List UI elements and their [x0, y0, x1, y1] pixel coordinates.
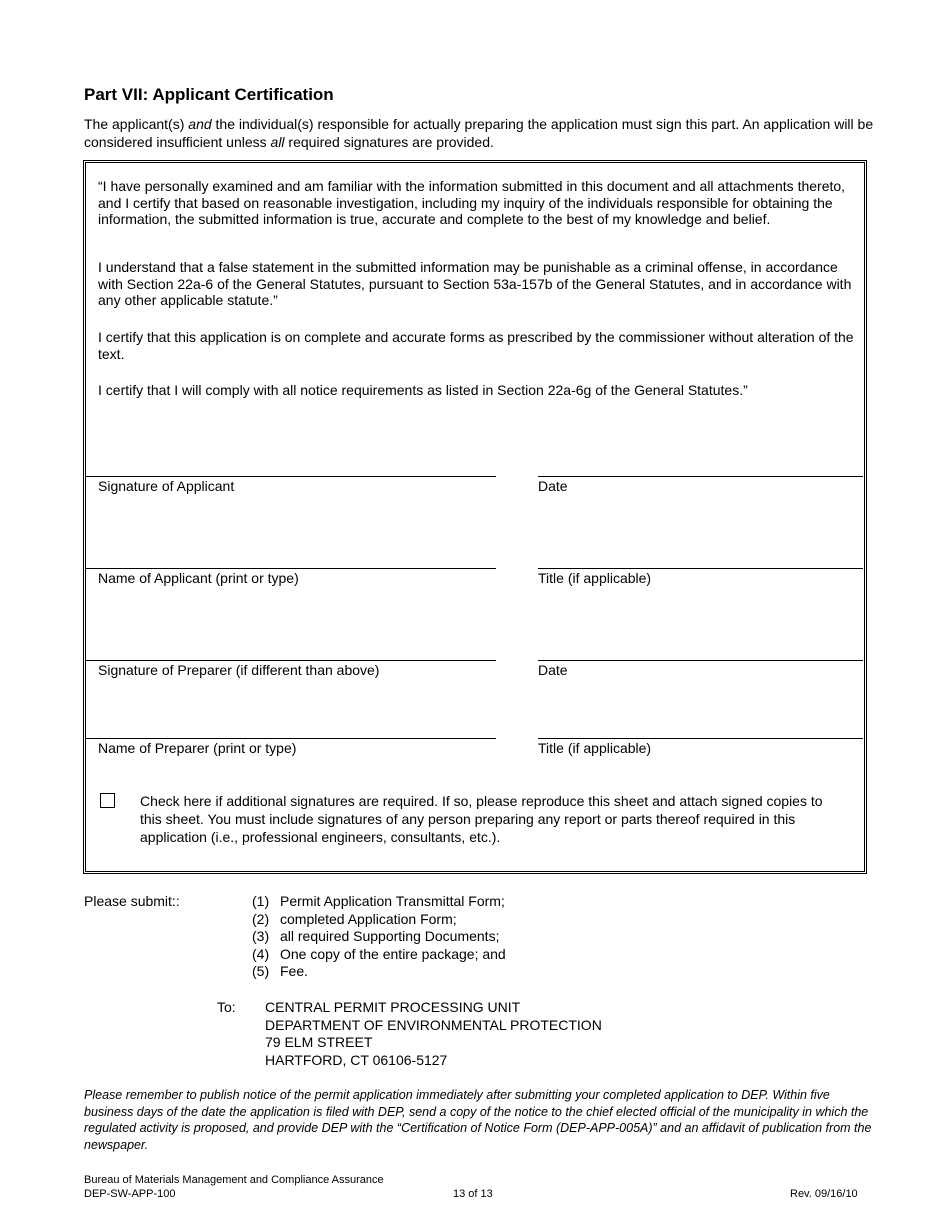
certification-paragraph-2: I understand that a false statement in the submitted information may be punishable as a criminal offense, in accordance with Section 22a-6 of the General Statutes, pursuant to Section 53a-157b of the General Statutes, and in accordance with any other applicable statute.” — [98, 259, 852, 308]
page-title: Part VII: Applicant Certification — [84, 85, 334, 104]
footer-bureau: Bureau of Materials Management and Compliance Assurance — [84, 1174, 384, 1186]
please-submit-label: Please submit:: — [84, 893, 180, 909]
publication-notice: Please remember to publish notice of the permit application immediately after submitting your completed application to DEP. Within five business days of the date the application is filed with DEP, send a copy of the notice to the chief elected official of the municipality in which the regulated activity is proposed, and provide DEP with the “Certification of Notice Form (DEP-APP-005A)” and an affidavit of publication from the newspaper. — [84, 1088, 872, 1152]
list-item: (4) One copy of the entire package; and — [252, 945, 506, 962]
title-line-1[interactable] — [538, 568, 863, 569]
date-line-2[interactable] — [538, 660, 863, 661]
preparer-name-label: Name of Preparer (print or type) — [98, 740, 297, 756]
list-item: (1) Permit Application Transmittal Form; — [252, 893, 505, 909]
title-line-2[interactable] — [538, 738, 863, 739]
intro-paragraph: The applicant(s) and the individual(s) responsible for actually preparing the application must sign this part. An application will be considered insufficient unless all required signatures are provided. — [84, 116, 874, 150]
additional-signatures-checkbox[interactable] — [100, 793, 115, 808]
date-label-1: Date — [538, 478, 568, 494]
address-line: CENTRAL PERMIT PROCESSING UNIT — [265, 999, 521, 1015]
footer-page-number: 13 of 13 — [453, 1188, 493, 1200]
additional-signatures-text: Check here if additional signatures are required. If so, please reproduce this sheet and attach signed copies to this sheet. You must include signatures of any person preparing any report or parts thereof required in this application (i.e., professional engineers, consultants, etc.). — [140, 793, 823, 845]
preparer-signature-line[interactable] — [86, 660, 496, 661]
address-line: HARTFORD, CT 06106-5127 — [265, 1051, 448, 1068]
date-line-1[interactable] — [538, 476, 863, 477]
date-label-2: Date — [538, 662, 568, 678]
list-item: (5) Fee. — [252, 963, 309, 979]
to-label: To: — [217, 999, 236, 1015]
preparer-name-line[interactable] — [86, 738, 496, 739]
list-item: (3) all required Supporting Documents; — [252, 928, 500, 944]
applicant-signature-label: Signature of Applicant — [98, 478, 235, 494]
certification-paragraph-4: I certify that I will comply with all notice requirements as listed in Section 22a-6g of the General Statutes.” — [98, 382, 748, 398]
certification-paragraph-1: “I have personally examined and am familiar with the information submitted in this document and all attachments thereto, and I certify that based on reasonable investigation, including my inquiry of the individuals responsible for obtaining the information, the submitted information is true, accurate and complete to the best of my knowledge and belief. — [98, 178, 846, 227]
title-label-2: Title (if applicable) — [538, 740, 652, 756]
preparer-signature-label: Signature of Preparer (if different than above) — [98, 662, 380, 678]
applicant-name-line[interactable] — [86, 568, 496, 569]
list-item: (2) completed Application Form; — [252, 910, 457, 927]
submit-list — [252, 893, 506, 981]
footer-form-id: DEP-SW-APP-100 — [84, 1188, 176, 1200]
mailing-address — [265, 999, 602, 1069]
footer-revision: Rev. 09/16/10 — [790, 1188, 858, 1200]
title-label-1: Title (if applicable) — [538, 570, 652, 586]
applicant-signature-line[interactable] — [86, 476, 496, 477]
address-line: 79 ELM STREET — [265, 1034, 373, 1050]
address-line: DEPARTMENT OF ENVIRONMENTAL PROTECTION — [265, 1016, 602, 1033]
applicant-name-label: Name of Applicant (print or type) — [98, 570, 299, 586]
certification-paragraph-3: I certify that this application is on complete and accurate forms as prescribed by the commissioner without alteration of the text. — [98, 329, 854, 362]
